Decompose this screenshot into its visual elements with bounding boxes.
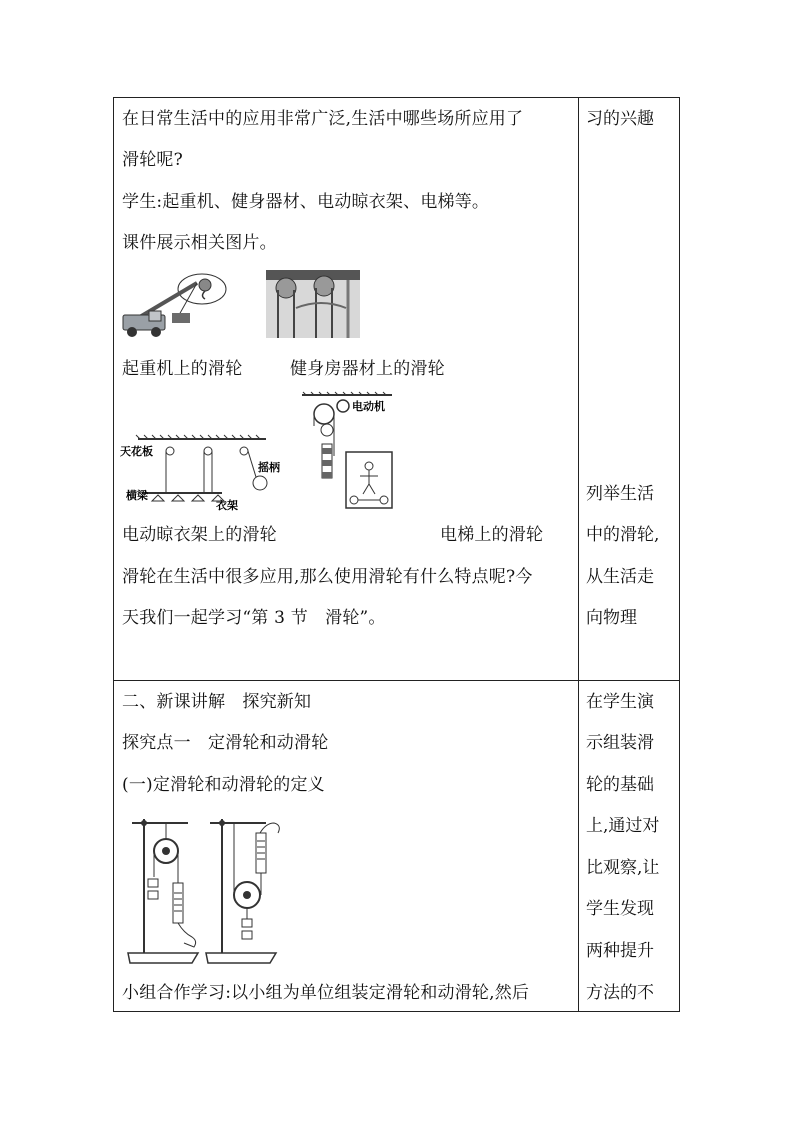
paragraph-line: 学生:起重机、健身器材、电动晾衣架、电梯等。: [122, 192, 490, 212]
caption-elevator: 电梯上的滑轮: [440, 525, 544, 545]
caption-rack: 电动晾衣架上的滑轮: [122, 525, 277, 545]
section-heading: 二、新课讲解 探究新知: [122, 692, 312, 712]
lesson-table: [113, 97, 680, 1012]
label-hanger: 衣架: [216, 499, 238, 512]
side-note: 示组装滑: [586, 733, 654, 753]
clothes-rack-pulley-figure: [118, 431, 280, 512]
row-divider: [114, 680, 679, 681]
side-note: 方法的不: [586, 983, 654, 1003]
fixed-pulley-apparatus: [126, 813, 206, 965]
side-note: 列举生活: [586, 484, 654, 504]
side-note: 学生发现: [586, 899, 654, 919]
elevator-pulley-figure: [302, 392, 398, 516]
label-beam: 横梁: [126, 489, 148, 502]
paragraph-line: 课件展示相关图片。: [122, 233, 277, 253]
side-note: 习的兴趣: [586, 109, 654, 129]
caption-gym: 健身房器材上的滑轮: [290, 359, 445, 379]
section-subsubheading: (一)定滑轮和动滑轮的定义: [122, 775, 325, 795]
gym-pulley-figure: [266, 270, 360, 338]
side-note: 向物理: [586, 608, 637, 628]
side-note: 在学生演: [586, 692, 654, 712]
column-divider: [578, 98, 579, 1011]
side-note: 上,通过对: [586, 816, 660, 836]
label-ceiling: 天花板: [120, 445, 153, 458]
side-note: 中的滑轮,: [586, 525, 660, 545]
paragraph-line: 小组合作学习:以小组为单位组装定滑轮和动滑轮,然后: [122, 983, 530, 1003]
paragraph-line: 在日常生活中的应用非常广泛,生活中哪些场所应用了: [122, 109, 524, 129]
side-note: 两种提升: [586, 941, 654, 961]
paragraph-line: 滑轮呢?: [122, 150, 183, 170]
side-note: 比观察,让: [586, 858, 660, 878]
label-motor: 电动机: [352, 400, 385, 413]
crane-pulley-figure: [119, 271, 229, 339]
section-subheading: 探究点一 定滑轮和动滑轮: [122, 733, 329, 753]
label-handle: 摇柄: [258, 461, 280, 474]
caption-crane: 起重机上的滑轮: [122, 359, 243, 379]
side-note: 从生活走: [586, 567, 654, 587]
paragraph-line: 天我们一起学习“第 3 节 滑轮”。: [122, 608, 386, 628]
paragraph-line: 滑轮在生活中很多应用,那么使用滑轮有什么特点呢?今: [122, 567, 533, 587]
side-note: 轮的基础: [586, 775, 654, 795]
movable-pulley-apparatus: [204, 813, 288, 965]
